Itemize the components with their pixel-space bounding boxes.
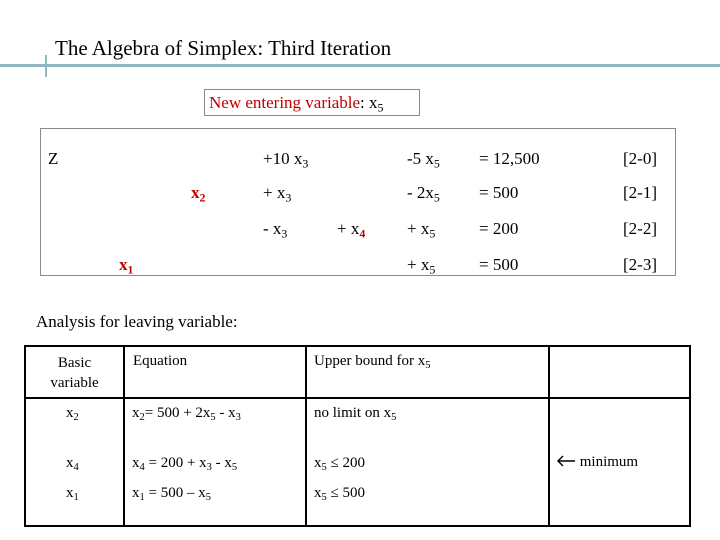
header-equation: Equation: [133, 353, 188, 369]
eq-2-3-ref: [2-3]: [623, 255, 657, 274]
eq-2-1-ref: [2-1]: [623, 183, 657, 202]
eq-2-2-rhs: = 200: [479, 219, 519, 238]
eq-2-2-ref: [2-2]: [623, 219, 657, 238]
header-basic-variable: Basic variable: [50, 355, 99, 391]
eq-2-1-x3-term: + $x_3$: [263, 183, 292, 205]
eq-2-3-rhs: = 500: [479, 255, 519, 274]
equations-box: [40, 128, 676, 276]
row-x2-basic-var: $x_2$: [66, 405, 79, 424]
entering-variable-sub: 5: [377, 100, 384, 115]
eq-2-2-x4-term: + $x_4$: [337, 219, 366, 241]
analysis-table: [24, 345, 691, 527]
eq-2-2-x3-term: - $x_3$: [263, 219, 288, 241]
row-x4-equation: $x_4 = 200 + x_3 - x_5$: [132, 455, 238, 474]
header-upper-bound: Upper bound for $x_5$: [314, 353, 431, 372]
title-rule: [0, 64, 720, 67]
eq-2-0-rhs: = 12,500: [479, 149, 540, 168]
table-col-divider: [548, 347, 550, 525]
row-x4-basic-var: $x_4$: [66, 455, 79, 474]
page-title: The Algebra of Simplex: Third Iteration: [55, 36, 392, 60]
entering-variable-label: New entering variable: [209, 93, 361, 112]
row-x2-equation: $x_2= 500 + 2x_5 - x_3$: [132, 405, 241, 424]
eq-2-0-ref: [2-0]: [623, 149, 657, 168]
table-header-divider: [26, 397, 689, 399]
row-x4-minimum-note: minimum: [556, 454, 638, 471]
entering-variable-name: x: [369, 93, 378, 112]
row-x1-equation: $x_1 = 500 - x_5$: [132, 485, 211, 504]
table-col-divider: [123, 347, 125, 525]
eq-2-3-basic-var: $x_1$: [119, 255, 134, 277]
row-x1-basic-var: $x_1$: [66, 485, 79, 504]
title-rule-tick: [45, 55, 47, 77]
eq-2-0-x3-term: +10 $x_3$: [263, 149, 309, 171]
row-x1-upper-bound: $x_5 \le 500$: [314, 485, 365, 504]
eq-2-1-x5-term: - $2x_5$: [407, 183, 440, 205]
row-x2-upper-bound: no limit on $x_5$: [314, 405, 397, 424]
eq-2-1-basic-var: $x_2$: [191, 183, 206, 205]
table-col-divider: [305, 347, 307, 525]
z-label: Z: [48, 149, 59, 168]
arrow-left-icon: [556, 455, 576, 467]
eq-2-0-x5-term: -5 $x_5$: [407, 149, 440, 171]
analysis-heading: Analysis for leaving variable:: [36, 312, 238, 331]
entering-variable-sep: :: [360, 93, 370, 112]
eq-2-2-x5-term: + $x_5$: [407, 219, 436, 241]
row-x4-upper-bound: $x_5 \le 200$: [314, 455, 365, 474]
eq-2-1-rhs: = 500: [479, 183, 519, 202]
entering-variable-box: [204, 89, 420, 116]
eq-2-3-x5-term: + $x_5$: [407, 255, 436, 277]
